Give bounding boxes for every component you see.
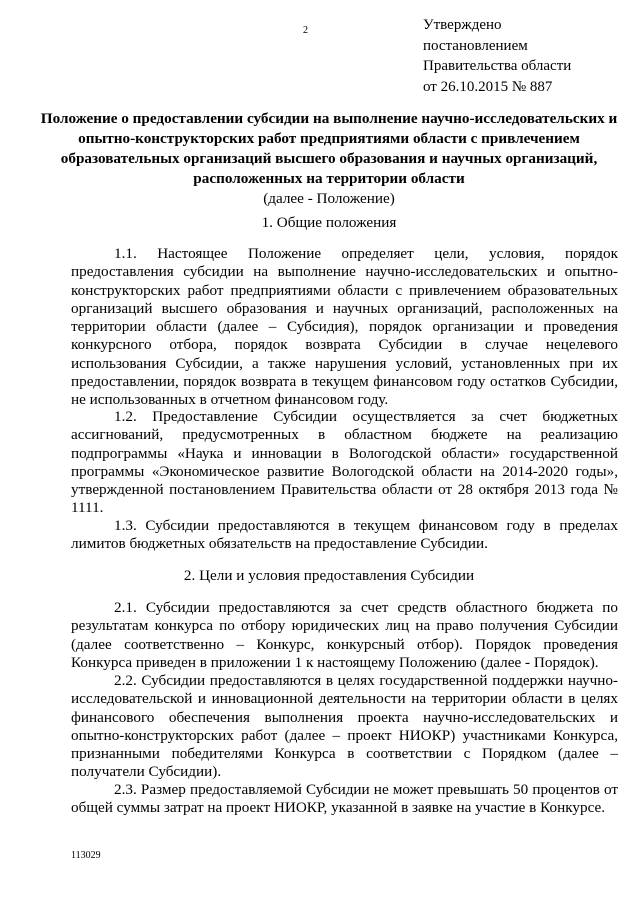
paragraph: 2.3. Размер предоставляемой Субсидии не может превышать 50 процентов от общей суммы затрат на проект НИОКР, указанной в заявке на участие в Конкурсе.: [71, 781, 618, 817]
section-heading: 1. Общие положения: [261, 214, 397, 231]
approval-line: Утверждено: [423, 17, 502, 33]
document-title-sub: (далее - Положение): [263, 190, 395, 207]
approval-line: от 26.10.2015 № 887: [423, 78, 553, 95]
document-title: [40, 109, 618, 209]
paragraph: 1.1. Настоящее Положение определяет цели, условия, порядок предоставления субсидии на выполнение научно-исследовательских и опытно-конструкторских работ предприятиями области с привлечением образовательных организаций высшего образования и научных организаций, расположенных на территории области (далее – Субсидия), порядок организации и проведения конкурсного отбора, порядок возврата Субсидии в случае нецелевого использования Субсидии, а также нарушения условий, установленных при их предоставлении, порядок возврата в текущем финансовом году остатков Субсидии, не использованных в отчетном финансовом году.: [71, 245, 618, 409]
section-heading: 2. Цели и условия предоставления Субсидии: [183, 567, 475, 584]
paragraph: 1.2. Предоставление Субсидии осуществляется за счет бюджетных ассигнований, предусмотренных в областном бюджете на реализацию подпрограммы «Наука и инновации в Вологодской области» государственной программы «Экономическое развитие Вологодской области на 2014-2020 годы», утвержденной постановлением Правительства области от 28 октября 2013 года № 1111.: [71, 408, 618, 517]
approval-line: постановлением: [423, 37, 528, 54]
document-code: 113029: [71, 850, 101, 861]
page-number: 2: [303, 25, 308, 36]
paragraph: 2.2. Субсидии предоставляются в целях государственной поддержки научно-исследовательской и инновационной деятельности на территории области в целях финансового обеспечения выполнения проекта научно-исследовательских и опытно-конструкторских работ (далее – проект НИОКР) участниками Конкурса, признанными победителями Конкурса в соответствии с Порядком (далее – получатели Субсидии).: [71, 672, 618, 781]
approval-line: Правительства области: [423, 58, 572, 74]
document-title-main: Положение о предоставлении субсидии на выполнение научно-исследовательских и опытно-конструкторских работ предприятиями области с привлечением образовательных организаций высшего образования и научных организаций, расположенных на территории области: [40, 110, 618, 187]
approval-stamp: [423, 15, 633, 97]
paragraph: 1.3. Субсидии предоставляются в текущем финансовом году в пределах лимитов бюджетных обязательств на предоставление Субсидии.: [71, 517, 618, 553]
paragraph: 2.1. Субсидии предоставляются за счет средств областного бюджета по результатам конкурса по отбору юридических лиц на право получения Субсидии (далее соответственно – Конкурс, конкурсный отбор). Порядок проведения Конкурса приведен в приложении 1 к настоящему Положению (далее - Порядок).: [71, 599, 618, 671]
